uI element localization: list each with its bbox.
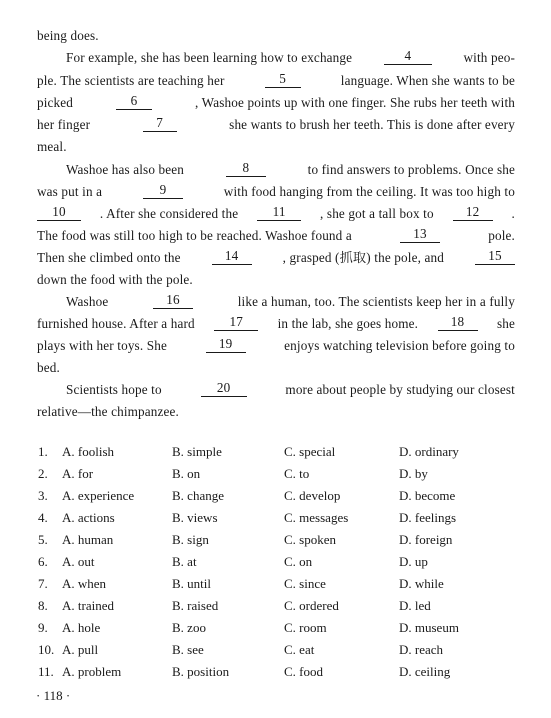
option-c: C. to xyxy=(284,466,310,481)
option-d: D. ceiling xyxy=(399,664,451,679)
question-number: 3. xyxy=(38,488,48,503)
passage-text: Washoe has also been xyxy=(66,162,185,177)
passage-line-5 xyxy=(37,115,515,135)
option-d: D. museum xyxy=(399,620,459,635)
option-d: D. by xyxy=(399,466,428,481)
question-number: 5. xyxy=(38,532,48,547)
passage-text: she wants to brush her teeth. This is done after every xyxy=(229,117,515,132)
passage-text: , Washoe points up with one finger. She rubs her teeth with xyxy=(195,95,515,110)
question-number: 9. xyxy=(38,620,48,635)
option-a: A. when xyxy=(62,576,107,591)
question-number: 2. xyxy=(38,466,48,481)
passage-line-15 xyxy=(37,336,515,356)
option-c: C. messages xyxy=(284,510,349,525)
passage-line-13 xyxy=(66,292,515,312)
option-d: D. foreign xyxy=(399,532,453,547)
blank-17: 17 xyxy=(214,314,258,331)
blank-20: 20 xyxy=(201,380,247,397)
passage-text: , grasped (抓取) the pole, and xyxy=(282,250,444,265)
blank-7: 7 xyxy=(143,115,177,132)
passage-text: her finger xyxy=(37,117,91,132)
option-c: C. food xyxy=(284,664,323,679)
blank-12: 12 xyxy=(453,204,493,221)
option-a: A. actions xyxy=(62,510,115,525)
option-b: B. at xyxy=(172,554,197,569)
option-row-10 xyxy=(38,640,518,660)
passage-line-2 xyxy=(66,48,515,68)
option-row-1 xyxy=(38,442,518,462)
option-b: B. on xyxy=(172,466,201,481)
blank-4: 4 xyxy=(384,48,432,65)
option-c: C. since xyxy=(284,576,326,591)
passage-line-17 xyxy=(66,380,515,400)
blank-14: 14 xyxy=(212,248,252,265)
option-d: D. while xyxy=(399,576,444,591)
passage-text: pole. xyxy=(488,228,515,243)
passage-text: in the lab, she goes home. xyxy=(277,316,419,331)
option-row-11 xyxy=(38,662,518,682)
passage-text: she xyxy=(496,316,515,331)
option-a: A. problem xyxy=(62,664,122,679)
blank-9: 9 xyxy=(143,182,183,199)
option-b: B. views xyxy=(172,510,218,525)
option-c: C. spoken xyxy=(284,532,336,547)
question-number: 6. xyxy=(38,554,48,569)
option-c: C. on xyxy=(284,554,313,569)
passage-line-11 xyxy=(37,248,515,268)
passage-text: ple. The scientists are teaching her xyxy=(37,73,225,88)
option-a: A. trained xyxy=(62,598,114,613)
option-row-5 xyxy=(38,530,518,550)
option-b: B. raised xyxy=(172,598,219,613)
question-number: 8. xyxy=(38,598,48,613)
passage-text: Then she climbed onto the xyxy=(37,250,181,265)
passage-text: with food hanging from the ceiling. It was too high to xyxy=(223,184,515,199)
blank-16: 16 xyxy=(153,292,193,309)
page-number: · 118 · xyxy=(36,688,71,703)
option-a: A. pull xyxy=(62,642,99,657)
option-row-2 xyxy=(38,464,518,484)
passage-line-9 xyxy=(37,204,515,224)
option-d: D. up xyxy=(399,554,428,569)
passage-text: was put in a xyxy=(37,184,103,199)
blank-13: 13 xyxy=(400,226,440,243)
passage-text: Scientists hope to xyxy=(66,382,162,397)
option-b: B. zoo xyxy=(172,620,206,635)
question-number: 4. xyxy=(38,510,48,525)
passage-text: . xyxy=(511,206,515,221)
passage-text: Washoe xyxy=(66,294,109,309)
blank-6: 6 xyxy=(116,93,152,110)
passage-line-4 xyxy=(37,93,515,113)
passage-text: relative—the chimpanzee. xyxy=(37,404,179,419)
option-a: A. hole xyxy=(62,620,101,635)
question-number: 11. xyxy=(38,664,54,679)
passage-text: like a human, too. The scientists keep her in a fully xyxy=(237,294,515,309)
option-b: B. sign xyxy=(172,532,209,547)
option-c: C. ordered xyxy=(284,598,339,613)
passage-text: meal. xyxy=(37,139,67,154)
question-number: 10. xyxy=(38,642,55,657)
option-a: A. out xyxy=(62,554,95,569)
option-c: C. eat xyxy=(284,642,315,657)
blank-19: 19 xyxy=(206,336,246,353)
passage-text: . After she considered the xyxy=(99,206,239,221)
option-d: D. feelings xyxy=(399,510,457,525)
passage-text: with peo- xyxy=(463,50,515,65)
option-a: A. foolish xyxy=(62,444,114,459)
passage-line-12 xyxy=(37,270,515,290)
option-a: A. for xyxy=(62,466,94,481)
option-b: B. until xyxy=(172,576,212,591)
option-d: D. become xyxy=(399,488,456,503)
option-b: B. simple xyxy=(172,444,222,459)
option-c: C. develop xyxy=(284,488,341,503)
passage-text: more about people by studying our closest xyxy=(285,382,515,397)
passage-text: being does. xyxy=(37,28,99,43)
passage-line-14 xyxy=(37,314,515,334)
question-number: 7. xyxy=(38,576,48,591)
passage-line-7 xyxy=(66,160,515,180)
option-c: C. room xyxy=(284,620,327,635)
passage-text: language. When she wants to be xyxy=(340,73,515,88)
option-a: A. experience xyxy=(62,488,135,503)
option-c: C. special xyxy=(284,444,336,459)
passage-text: For example, she has been learning how to exchange xyxy=(66,50,353,65)
blank-18: 18 xyxy=(438,314,478,331)
passage-line-1 xyxy=(37,26,515,46)
passage-text: picked xyxy=(37,95,74,110)
option-b: B. see xyxy=(172,642,204,657)
passage-line-3 xyxy=(37,71,515,91)
passage-line-16 xyxy=(37,358,515,378)
passage-text: The food was still too high to be reached. Washoe found a xyxy=(37,228,352,243)
passage-text: , she got a tall box to xyxy=(320,206,434,221)
passage-line-18 xyxy=(37,402,515,422)
blank-10: 10 xyxy=(37,204,81,221)
option-row-7 xyxy=(38,574,518,594)
passage-text: down the food with the pole. xyxy=(37,272,193,287)
option-d: D. reach xyxy=(399,642,444,657)
blank-8: 8 xyxy=(226,160,266,177)
option-a: A. human xyxy=(62,532,114,547)
passage-line-8 xyxy=(37,182,515,202)
passage-text: furnished house. After a hard xyxy=(37,316,195,331)
blank-5: 5 xyxy=(265,71,301,88)
passage-line-6 xyxy=(37,137,515,157)
passage-text: bed. xyxy=(37,360,60,375)
passage-text: to find answers to problems. Once she xyxy=(307,162,515,177)
option-row-3 xyxy=(38,486,518,506)
question-number: 1. xyxy=(38,444,48,459)
option-d: D. led xyxy=(399,598,431,613)
option-row-6 xyxy=(38,552,518,572)
blank-15: 15 xyxy=(475,248,515,265)
blank-11: 11 xyxy=(257,204,301,221)
option-b: B. change xyxy=(172,488,224,503)
option-b: B. position xyxy=(172,664,230,679)
option-row-8 xyxy=(38,596,518,616)
passage-text: plays with her toys. She xyxy=(37,338,167,353)
option-row-4 xyxy=(38,508,518,528)
passage-line-10 xyxy=(37,226,515,246)
option-d: D. ordinary xyxy=(399,444,459,459)
passage-text: enjoys watching television before going to xyxy=(284,338,515,353)
option-row-9 xyxy=(38,618,518,638)
